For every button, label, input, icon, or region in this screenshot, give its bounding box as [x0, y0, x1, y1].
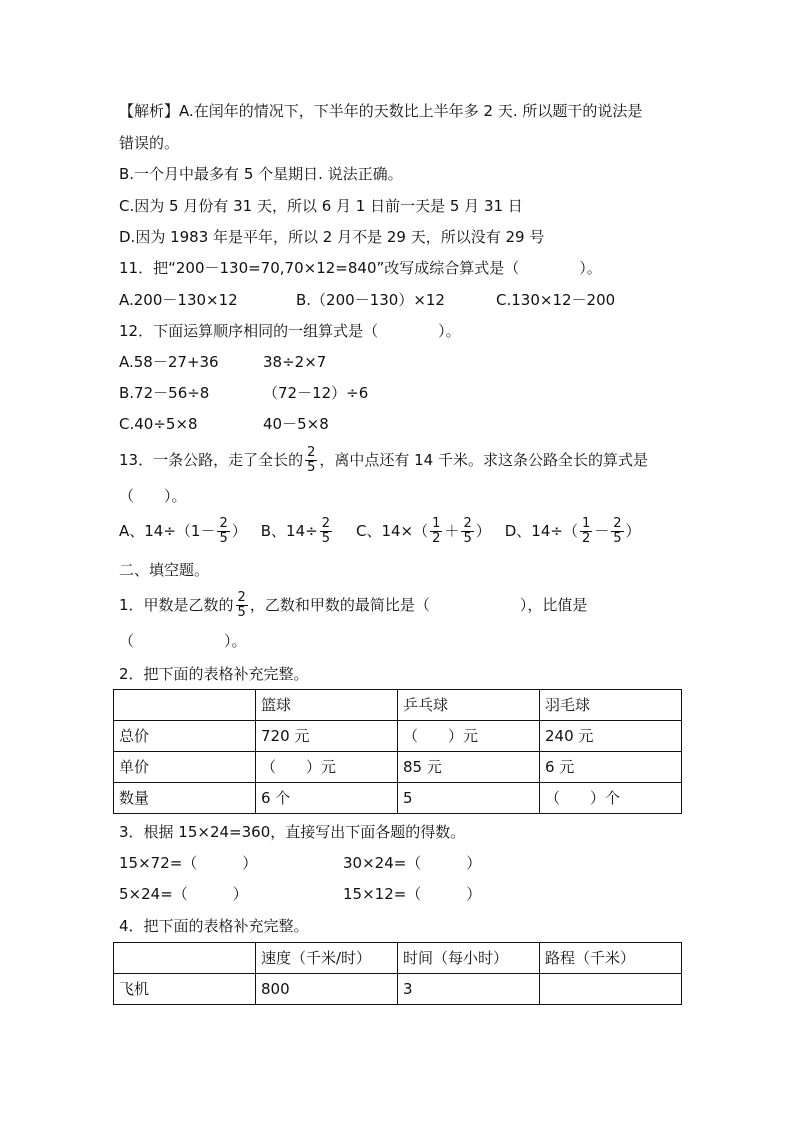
q13-option-b: B、14÷ $\frac{2}{5}$: [260, 516, 330, 546]
q13-stem-pre: 13．一条公路，走了全长的: [119, 451, 304, 469]
q12-option-a-2: 38÷2×7: [263, 353, 327, 371]
q13-fraction: $\frac{2}{5}$: [307, 445, 316, 475]
f3-stem: 3．根据 15×24=360，直接写出下面各题的得数。: [119, 823, 466, 841]
f4-stem: 4．把下面的表格补充完整。: [119, 917, 309, 935]
speed-table: [113, 942, 682, 1005]
q11-stem: 11．把“200－130=70,70×12=840”改写成综合算式是（ ）。: [119, 259, 602, 277]
analysis-line-5: D.因为 1983 年是平年，所以 2 月不是 29 天，所以没有 29 号: [119, 228, 545, 246]
q12-stem: 12．下面运算顺序相同的一组算式是（ ）。: [119, 322, 461, 340]
table-cell: 720 元: [256, 721, 398, 752]
table-cell: [114, 943, 256, 974]
q11-option-a: A.200－130×12: [119, 291, 238, 309]
q13-option-d: D、14÷（ $\frac{1}{2}$ － $\frac{2}{5}$ ）: [504, 516, 641, 546]
f3-item-c: 5×24=（ ）: [119, 885, 248, 903]
q13-stem-post: ，离中点还有 14 千米。求这条公路全长的算式是: [319, 451, 649, 469]
table-cell: 6 个: [256, 783, 398, 814]
f1-fraction: $\frac{2}{5}$: [237, 590, 246, 620]
q13-option-a: A、14÷（1－ $\frac{2}{5}$ ）: [119, 516, 247, 546]
f3-item-d: 15×12=（ ）: [343, 885, 482, 903]
table-row: [114, 752, 682, 783]
table-row-label: 数量: [114, 783, 256, 814]
f1-blank: （ ）。: [119, 632, 247, 650]
table-row: [114, 943, 682, 974]
table-header: 羽毛球: [540, 690, 682, 721]
table-row: [114, 974, 682, 1005]
table-header: 篮球: [256, 690, 398, 721]
table-cell: 800: [256, 974, 398, 1005]
q13-option-c: C、14×（ $\frac{1}{2}$ ＋ $\frac{2}{5}$ ）: [356, 516, 491, 546]
q12-option-b-1: B.72－56÷8: [119, 384, 210, 402]
table-row-label: 飞机: [114, 974, 256, 1005]
table-cell: （ ）元: [256, 752, 398, 783]
table-cell: （ ）个: [540, 783, 682, 814]
table-cell: [114, 690, 256, 721]
table-cell: 6 元: [540, 752, 682, 783]
q11-option-b: B.（200－130）×12: [296, 291, 445, 309]
analysis-line-1: 【解析】A.在闰年的情况下，下半年的天数比上半年多 2 天. 所以题干的说法是: [119, 102, 643, 120]
table-cell: 5: [398, 783, 540, 814]
f3-item-a: 15×72=（ ）: [119, 854, 258, 872]
q12-option-c-2: 40－5×8: [263, 415, 329, 433]
table-row: [114, 783, 682, 814]
table-cell: 3: [398, 974, 540, 1005]
section-heading: 二、填空题。: [119, 561, 210, 579]
q13-stem: [119, 445, 648, 475]
analysis-line-2: 错误的。: [119, 134, 180, 152]
price-table: [113, 689, 682, 814]
q12-option-b-2: （72－12）÷6: [263, 384, 369, 402]
f1-stem: 1．甲数是乙数的 $\frac{2}{5}$ ，乙数和甲数的最简比是（ ），比值是: [119, 590, 588, 620]
table-row-label: 单价: [114, 752, 256, 783]
table-header: 时间（每小时）: [398, 943, 540, 974]
table-cell: 85 元: [398, 752, 540, 783]
q12-option-a-1: A.58－27+36: [119, 353, 219, 371]
table-cell: [540, 974, 682, 1005]
table-cell: （ ）元: [398, 721, 540, 752]
table-cell: 240 元: [540, 721, 682, 752]
table-row: [114, 690, 682, 721]
table-header: 路程（千米）: [540, 943, 682, 974]
f2-stem: 2．把下面的表格补充完整。: [119, 665, 309, 683]
q11-option-c: C.130×12－200: [496, 291, 616, 309]
analysis-line-4: C.因为 5 月份有 31 天，所以 6 月 1 日前一天是 5 月 31 日: [119, 197, 523, 215]
f3-item-b: 30×24=（ ）: [343, 854, 482, 872]
q13-blank: （ ）。: [119, 487, 187, 505]
analysis-line-3: B.一个月中最多有 5 个星期日. 说法正确。: [119, 165, 403, 183]
table-row: [114, 721, 682, 752]
table-header: 乒乓球: [398, 690, 540, 721]
q13-options: [119, 516, 641, 546]
q12-option-c-1: C.40÷5×8: [119, 415, 198, 433]
table-row-label: 总价: [114, 721, 256, 752]
table-header: 速度（千米/时）: [256, 943, 398, 974]
